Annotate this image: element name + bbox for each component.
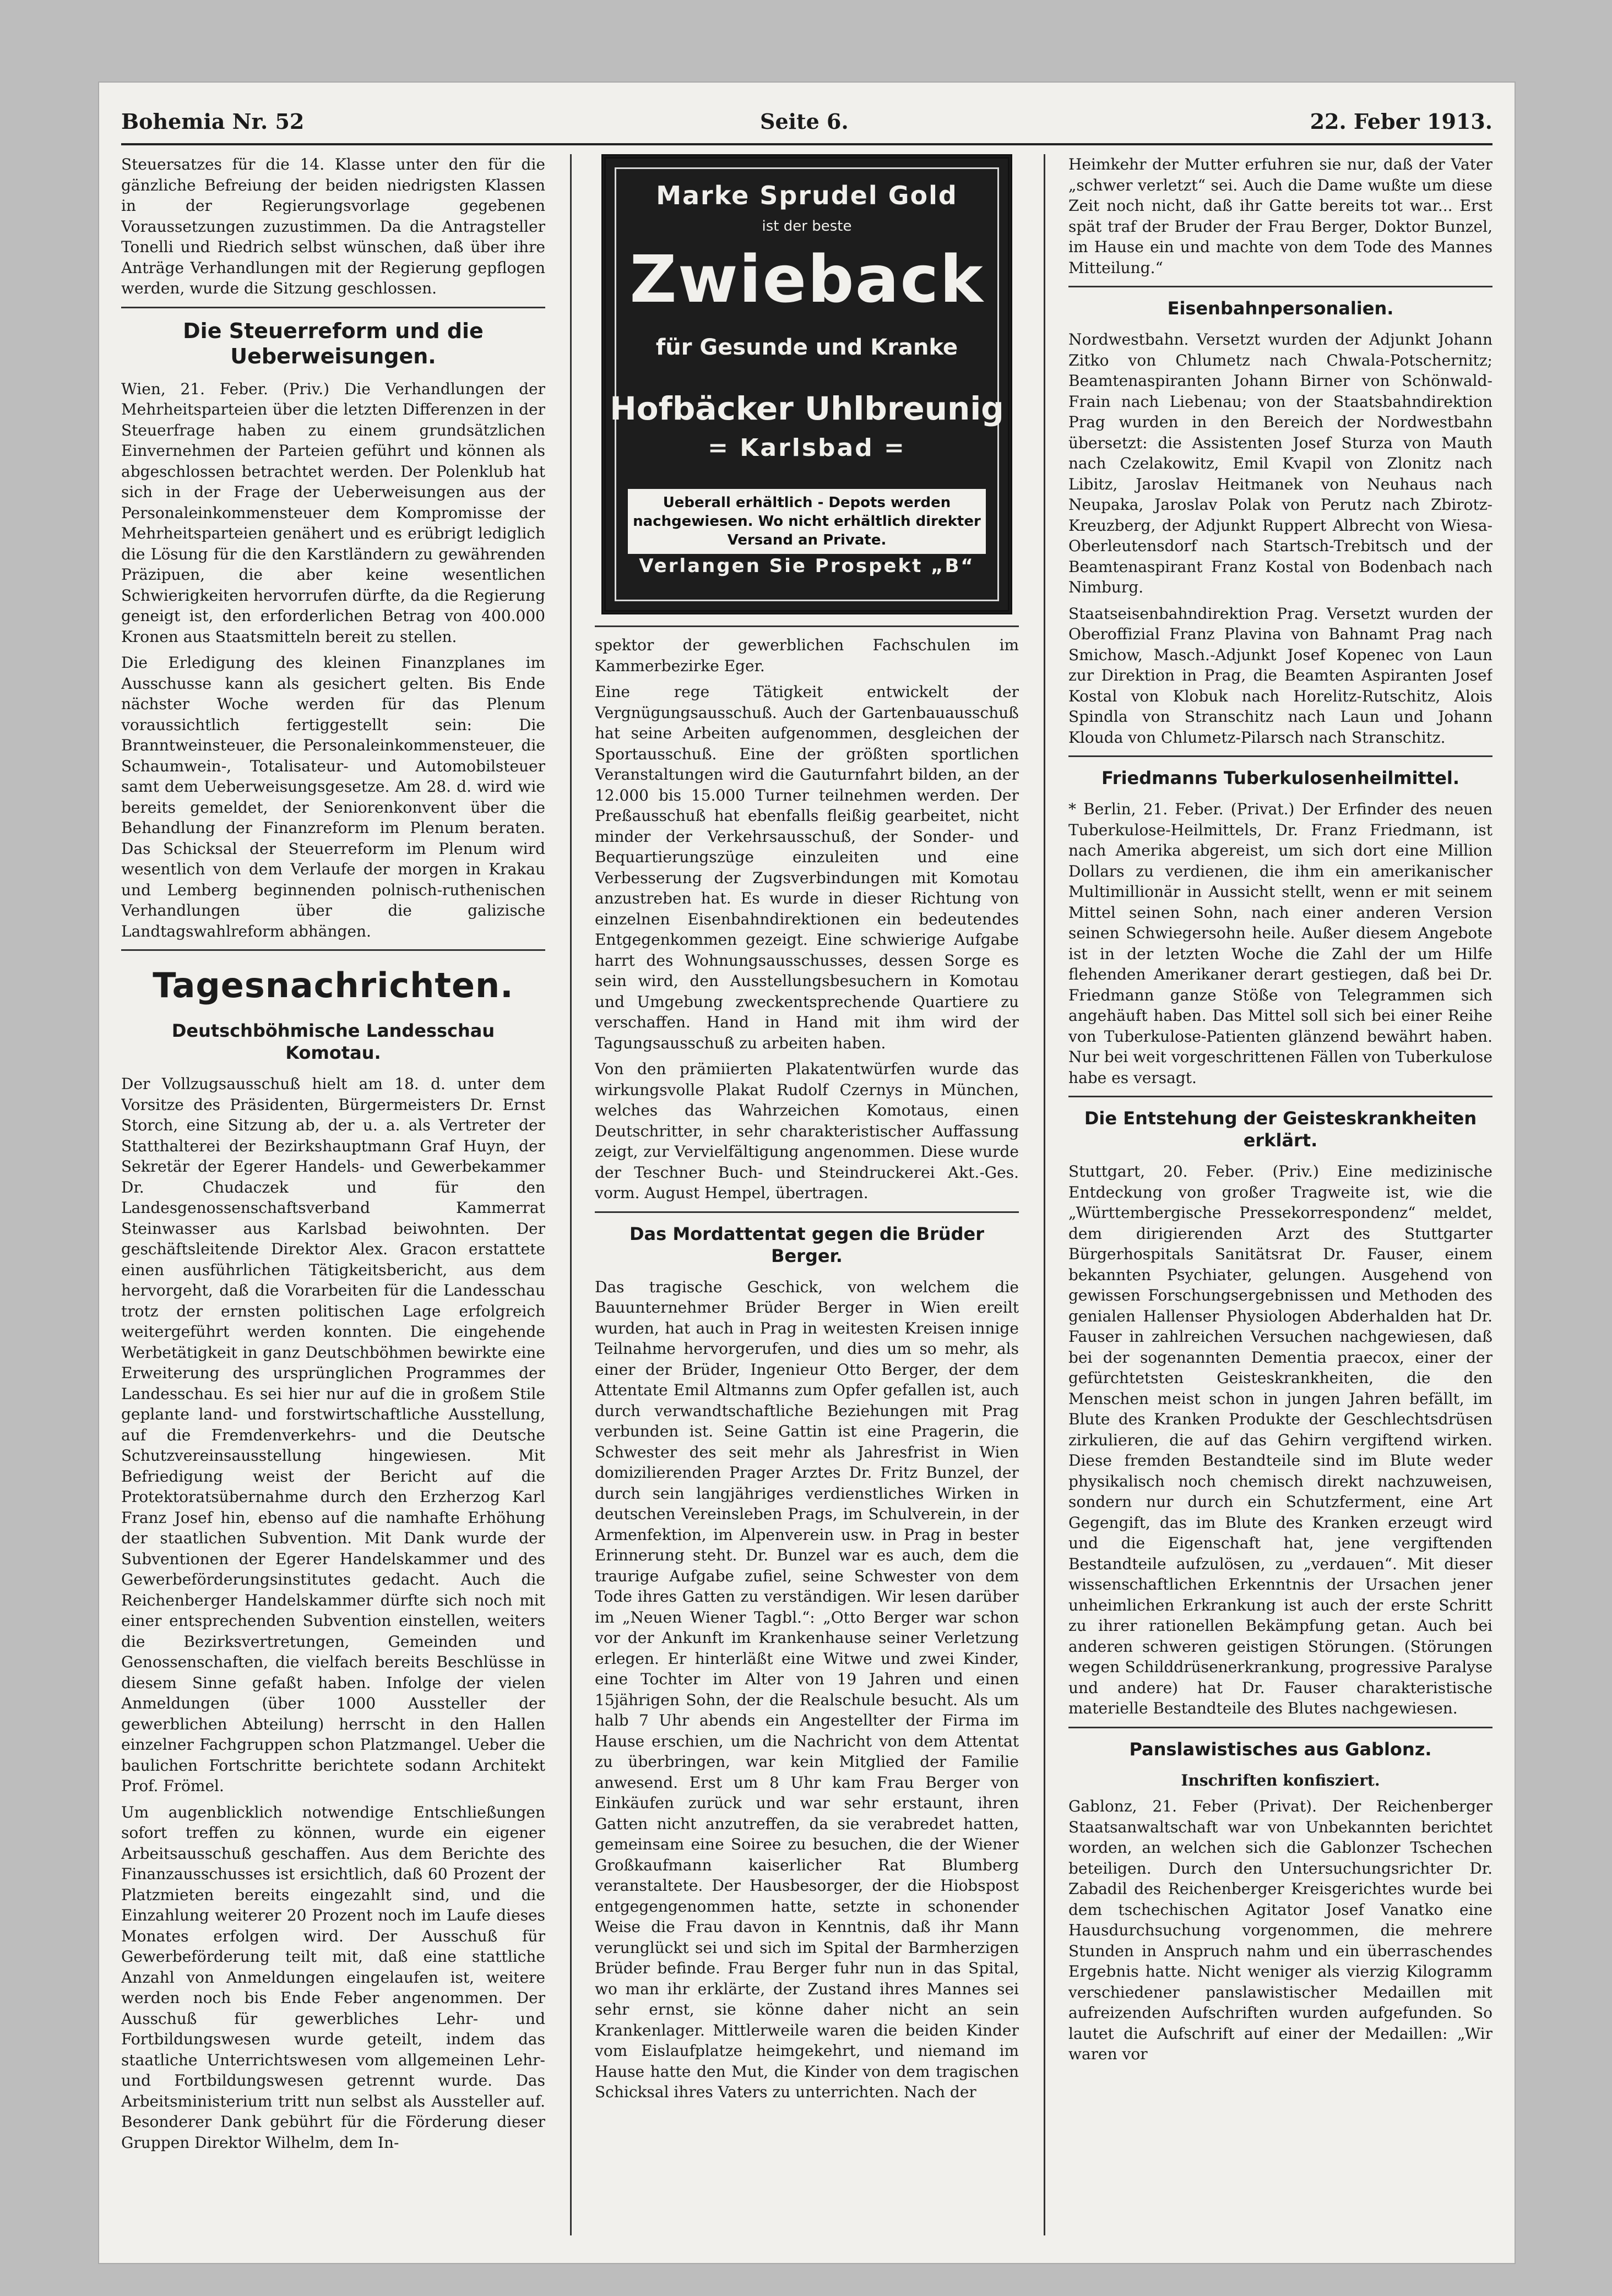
article-title: Das Mordattentat gegen die Brüder Berger. xyxy=(629,1223,985,1266)
column-rule-2 xyxy=(1044,154,1045,2235)
divider xyxy=(595,1211,1019,1213)
column-3 xyxy=(1068,154,1492,2235)
newspaper-page xyxy=(99,83,1515,2263)
divider xyxy=(1068,286,1492,287)
issue-number: Bohemia Nr. 52 xyxy=(121,109,305,134)
paragraph: spektor der gewerblichen Fachschulen im Kammerbezirke Eger. xyxy=(595,636,1019,675)
column-rule-1 xyxy=(570,154,572,2235)
article-title: Deutschböhmische Landesschau Komotau. xyxy=(171,1020,495,1063)
ad-product: Zwieback xyxy=(629,241,984,317)
article-title: Eisenbahnpersonalien. xyxy=(1167,298,1394,319)
paragraph: Um augenblicklich notwendige Entschließungen sofort treffen zu können, wurde ein eigener Arbeitsausschuß geschaffen. Aus dem Berichte des Finanzausschusses ist ersichtlich, daß 60 Prozent der Platzmieten bereits eingezahlt sind, und die Einzahlung weiterer 20 Prozent noch im Laufe dieses Monates erfolgen wird. Der Ausschuß für Gewerbeförderung teilt mit, daß eine stattliche Anzahl von Anmeldungen eingelaufen ist, weitere werden noch bis Ende Feber angenommen. Der Ausschuß für gewerbliches Lehr- und Fortbildungswesen wurde geteilt, indem das staatliche Unterrichtswesen vom allgemeinen Lehr- und Fortbildungswesen getrennt wurde. Das Arbeitsministerium tritt nun selbst als Aussteller auf. Besonderer Dank gebührt für die Förderung dieser Gruppen Direktor Wilhelm, dem In- xyxy=(121,1803,545,2152)
paragraph: Wien, 21. Feber. (Priv.) Die Verhandlungen der Mehrheitsparteien über die letzten Differenzen in der Steuerfrage haben zu einem grundsätzlichen Einvernehmen der Parteien geführt und können als abgeschlossen betrachtet werden. Der Polenklub hat sich in der Frage der Ueberweisungen aus der Personaleinkommensteuer dem Kompromisse der Mehrheitsparteien genähert und es erübrigt lediglich die Lösung für die den Karstländern zu gewährenden Präzipuen, die aber keine wesentlichen Schwierigkeiten hervorrufen dürfte, da die Regierung geneigt ist, den erforderlichen Betrag von 400.000 Kronen aus Staatsmitteln bereit zu stellen. xyxy=(121,379,545,646)
article-title: Die Steuerreform und die Ueberweisungen. xyxy=(183,318,484,368)
paragraph: Nordwestbahn. Versetzt wurden der Adjunkt Johann Zitko von Chlumetz nach Chwala-Potschernitz; Beamtenaspiranten Johann Birner von Schönwald-Frain nach Liebenau; von der Staatsbahndirektion Prag wurden in den Bereich der Nordwestbahn übersetzt: die Assistenten Josef Sturza von Mauth nach Czelakowitz, Emil Kvapil von Zlonitz nach Libitz, Jaroslav Heitmanek von Neuhaus nach Neupaka, Jaroslav Polak von Perutz nach Zbirotz-Kreuzberg, der Adjunkt Ruppert Albrecht von Wiesa-Oberleutensdorf nach Startsch-Trebitsch und der Beamtenaspirant Franz Kostal von Bodenbach nach Nimburg. xyxy=(1068,330,1492,596)
ad-location: = Karlsbad = xyxy=(708,434,906,462)
paragraph: Heimkehr der Mutter erfuhren sie nur, daß der Vater „schwer verletzt“ sei. Auch die Dame wußte um diese Zeit noch nicht, daß ihr Gatte bereits tot war... Erst spät traf der Bruder der Frau Berger, Doktor Bunzel, im Hause ein und machte von dem Tode des Mannes Mitteilung.“ xyxy=(1068,155,1492,277)
article-subtitle: Inschriften konfisziert. xyxy=(1181,1771,1380,1789)
article-title: Die Entstehung der Geisteskrankheiten erklärt. xyxy=(1084,1108,1477,1151)
column-1 xyxy=(121,154,545,2235)
ad-prospekt: Verlangen Sie Prospekt „B“ xyxy=(639,555,975,577)
article-title: Panslawistisches aus Gablonz. xyxy=(1129,1738,1432,1760)
paragraph: Gablonz, 21. Feber (Privat). Der Reichenberger Staatsanwaltschaft war von Unbekannten berichtet worden, an welchen sich die Gablonzer Tschechen beteiligen. Durch den Untersuchungsrichter Dr. Zabadil des Reichenberger Kreisgerichtes wurde bei dem tschechischen Agitator Josef Vanatko eine Hausdurchsuchung vorgenommen, die mehrere Stunden in Anspruch nahm und ein überraschendes Ergebnis hatte. Nicht weniger als vierzig Kilogramm verschiedener panslawistischer Medaillen mit aufreizenden Aufschriften wurden aufgefunden. So lautet die Aufschrift auf einer der Medaillen: „Wir waren vor xyxy=(1068,1797,1492,2063)
paragraph: * Berlin, 21. Feber. (Privat.) Der Erfinder des neuen Tuberkulose-Heilmittels, Dr. Franz Friedmann, ist nach Amerika abgereist, um sich dort eine Million Dollars zu verdienen, die ihm ein amerikanischer Multimillionär in Aussicht stellt, wenn er mit seinem Mittel seinen Sohn, nach einer anderen Version seinen Schwiegersohn heile. Außer diesem Angebote ist in der letzten Woche die Zahl der um Hilfe flehenden Amerikaner derart gestiegen, daß bei Dr. Friedmann ganze Stöße von Telegrammen sich angehäuft haben. Das Mittel soll sich bei einer Reihe von Tuberkulose-Patienten glänzend bewährt haben. Nur bei weit vorgeschrittenen Fällen von Tuberkulose habe es versagt. xyxy=(1068,800,1492,1087)
paragraph: Der Vollzugsausschuß hielt am 18. d. unter dem Vorsitze des Präsidenten, Bürgermeisters Dr. Ernst Storch, eine Sitzung ab, der u. a. als Vertreter der Statthalterei der Bezirkshauptmann Graf Huyn, der Sekretär der Egerer Handels- und Gewerbekammer Dr. Chudaczek und für den Landesgenossenschaftsverband Kammerrat Steinwasser aus Karlsbad beiwohnten. Der geschäftsleitende Direktor Alex. Gracon erstattete einen ausführlichen Tätigkeitsbericht, aus dem hervorgeht, daß die Vorarbeiten für die Landesschau trotz der ernsten politischen Lage erfolgreich weitergeführt werden konnten. Die eingehende Werbetätigkeit in ganz Deutschböhmen bewirkte eine Erweiterung des ursprünglichen Programmes der Landesschau. Es sei hier nur auf die in großem Stile geplante land- und forstwirtschaftliche Ausstellung, auf die Fremdenverkehrs- und die Deutsche Schutzvereinsausstellung hingewiesen. Mit Befriedigung weist der Bericht auf die Protektoratsübernahme durch den Erzherzog Karl Franz Josef hin, ebenso auf die namhafte Erhöhung der staatlichen Subvention. Mit Dank wurde der Subventionen der Egerer Handelskammer und des Gewerbeförderungsinstitutes gedacht. Auch die Reichenberger Handelskammer dürfte sich noch mit einer entsprechenden Subvention einstellen, weiters die Bezirksvertretungen, Gemeinden und Genossenschaften, die vielfach bereits Beschlüsse in diesem Sinne gefaßt haben. Infolge der vielen Anmeldungen (über 1000 Aussteller der gewerblichen Abteilung) herrscht in den Hallen einzelner Fachgruppen schon Platzmangel. Ueber die baulichen Fortschritte berichtete sodann Architekt Prof. Frömel. xyxy=(121,1075,545,1795)
paragraph: Staatseisenbahndirektion Prag. Versetzt wurden der Oberoffizial Franz Plavina von Bahnamt Prag nach Smichow, Masch.-Adjunkt Josef Kopenec von Laun zur Direktion in Prag, die Beamten Aspiranten Josef Kostal von Klobuk nach Horelitz-Rutschitz, Alois Spindla von Stranschitz nach Laun und Johann Klouda von Chlumetz-Pilarsch nach Stranschitz. xyxy=(1068,604,1492,747)
divider xyxy=(1068,1727,1492,1728)
divider xyxy=(595,625,1019,627)
divider xyxy=(1068,1096,1492,1097)
paragraph: Von den prämiierten Plakatentwürfen wurde das wirkungsvolle Plakat Rudolf Czernys in München, welches das Wahrzeichen Komotaus, einen Deutschritter, in sehr charakteristischer Auffassung zeigt, zur Vervielfältigung angenommen. Diese wurde der Teschner Buch- und Steindruckerei Akt.-Ges. vorm. August Hempel, übertragen. xyxy=(595,1060,1019,1202)
issue-date: 22. Feber 1913. xyxy=(1310,109,1492,134)
paragraph: Eine rege Tätigkeit entwickelt der Vergnügungsausschuß. Auch der Gartenbauausschuß hat seine Arbeiten aufgenommen, desgleichen der Sportausschuß. Eine der größten sportlichen Veranstaltungen wird die Gauturnfahrt bilden, an der 12.000 bis 15.000 Turner teilnehmen werden. Der Preßausschuß hat ebenfalls fleißig gearbeitet, nicht minder der Verkehrsausschuß, der Sonder- und Bequartierungszüge einzuleiten und eine Verbesserung der Zugsverbindungen mit Komotau anzustreben hat. Es wurde in dieser Richtung von einzelnen Eisenbahndirektionen ein bedeutendes Entgegenkommen gezeigt. Eine schwierige Aufgabe harrt des Wohnungsausschusses, dessen Sorge es sein wird, den Ausstellungsbesuchern in Komotau und Umgebung zweckentsprechende Quartiere zu verschaffen. Hand in Hand mit ihm wird der Tagungsausschuß zu arbeiten haben. xyxy=(595,683,1019,1052)
ad-maker: Hofbäcker Uhlbreunig xyxy=(610,390,1004,427)
page-number: Seite 6. xyxy=(760,109,849,134)
ad-target: für Gesunde und Kranke xyxy=(655,335,958,360)
zwieback-advertisement xyxy=(601,154,1012,614)
ad-availability: Ueberall erhältlich - Depots werden nachgewiesen. Wo nicht erhältlich direkter Versand an Private. xyxy=(628,489,986,554)
ad-brand: Marke Sprudel Gold xyxy=(656,181,958,210)
page-header xyxy=(121,105,1492,145)
paragraph: Das tragische Geschick, von welchem die Bauunternehmer Brüder Berger in Wien ereilt wurden, hat auch in Prag in weitesten Kreisen innige Teilnahme hervorgerufen, und dies um so mehr, als einer der Brüder, Ingenieur Otto Berger, der dem Attentate Emil Altmanns zum Opfer gefallen ist, auch durch verwandtschaftliche Beziehungen mit Prag verbunden ist. Seine Gattin ist eine Pragerin, die Schwester des seit mehr als Jahresfrist in Wien domizilierenden Prager Arztes Dr. Fritz Bunzel, der durch sein langjähriges verdienstliches Wirken in deutschen Vereinsleben Prags, im Schulverein, in der Armenfektion, im Alpenverein usw. in Prag in bester Erinnerung steht. Dr. Bunzel war es auch, dem die traurige Aufgabe zufiel, seine Schwester von dem Tode ihres Gatten zu verständigen. Wir lesen darüber im „Neuen Wiener Tagbl.“: „Otto Berger war schon vor der Ankunft im Krankenhause seiner Verletzung erlegen. Er hinterläßt eine Witwe und zwei Kinder, eine Tochter im Alter von 19 Jahren und einen 15jährigen Sohn, der die Realschule besucht. Als um halb 7 Uhr abends ein Angestellter der Firma im Hause erschien, um die Nachricht von dem Attentat zu überbringen, war kein Mitglied der Familie anwesend. Erst um 8 Uhr kam Frau Berger von Einkäufen zurück und war sehr erstaunt, ihren Gatten nicht anzutreffen, da sie verabredet hatten, gemeinsam eine Soiree zu besuchen, die der Wiener Großkaufmann kaiserlicher Rat Blumberg veranstaltete. Der Hausbesorger, der die Hiobspost entgegengenommen hatte, setzte in schonender Weise die Frau davon in Kenntnis, daß ihr Mann verunglückt sei und sich im Spital der Barmherzigen Brüder befinde. Frau Berger fuhr nun in das Spital, wo man ihr erklärte, der Zustand ihres Mannes sei sehr ernst, sie könne daher nicht an sein Krankenlager. Mittlerweile waren die beiden Kinder vom Eislaufplatze heimgekehrt, und niemand im Hause hatte den Mut, die Kinder von dem tragischen Schicksal ihres Vaters zu unterrichten. Nach der xyxy=(595,1277,1019,2101)
ad-subline: ist der beste xyxy=(762,218,852,235)
article-title: Friedmanns Tuberkulosenheilmittel. xyxy=(1101,768,1460,788)
paragraph: Stuttgart, 20. Feber. (Priv.) Eine medizinische Entdeckung von großer Tragweite ist, wie die „Württembergische Pressekorrespondenz“ meldet, dem dirigierenden Arzt des Stuttgarter Bürgerhospitals Sanitätsrat Dr. Fauser, einem bekannten Psychiater, gelungen. Ausgehend von gewissen Forschungsergebnissen und Methoden des genialen Hallenser Physiologen Abderhalden hat Dr. Fauser in zahlreichen Versuchen nachgewiesen, daß bei der sogenannten Dementia praecox, einer der gefürchtetsten Geisteskrankheiten, die den Menschen meist schon in jungen Jahren befällt, im Blute des Kranken Produkte der Geschlechtsdrüsen zirkulieren, die auf das Gehirn vergiftend wirken. Diese fremden Bestandteile sind im Blute weder physikalisch noch chemisch direkt nachzuweisen, sondern nur durch ein Schutzferment, eine Art Gegengift, das im Blute des Kranken erzeugt wird und die Eigenschaft hat, jene vergiftenden Bestandteile aufzulösen, zu „verdauen“. Mit dieser wissenschaftlichen Erkenntnis der Ursachen jener unheimlichen Erkrankung ist auch der erste Schritt zu ihrer rationellen Bekämpfung getan. Auch bei anderen schweren geistigen Störungen. (Störungen wegen Schilddrüsenerkrankung, progressive Paralyse und andere) hat Dr. Fauser charakteristische materielle Bestandteile des Blutes nachgewiesen. xyxy=(1068,1162,1492,1717)
paragraph: Steuersatzes für die 14. Klasse unter den für die gänzliche Befreiung der beiden niedrigsten Klassen in der Regierungsvorlage gegebenen Voraussetzungen zuzustimmen. Da die Antragsteller Tonelli und Riedrich selbst wünschen, daß über ihre Anträge Verhandlungen mit der Regierung gepflogen werden, wurde die Sitzung geschlossen. xyxy=(121,155,545,297)
divider xyxy=(121,949,545,951)
divider xyxy=(1068,755,1492,757)
column-2 xyxy=(595,154,1019,2235)
paragraph: Die Erledigung des kleinen Finanzplanes im Ausschusse kann als gesichert gelten. Bis Ende nächster Woche werden für das Plenum voraussichtlich fertiggestellt sein: Die Branntweinsteuer, die Personaleinkommensteuer, die Schaumwein-, Totalisateur- und Automobilsteuer samt dem Ueberweisungsgesetze. Am 28. d. wird wie bereits gemeldet, der Seniorenkonvent über die Behandlung der Finanzreform im Plenum beraten. Das Schicksal der Steuerreform im Plenum wird wesentlich von dem Verlaufe der morgen in Krakau und Lemberg beginnenden polnisch-ruthenischen Verhandlungen über die galizische Landtagswahlreform abhängen. xyxy=(121,654,545,940)
divider xyxy=(121,307,545,308)
section-title: Tagesnachrichten. xyxy=(153,965,514,1005)
